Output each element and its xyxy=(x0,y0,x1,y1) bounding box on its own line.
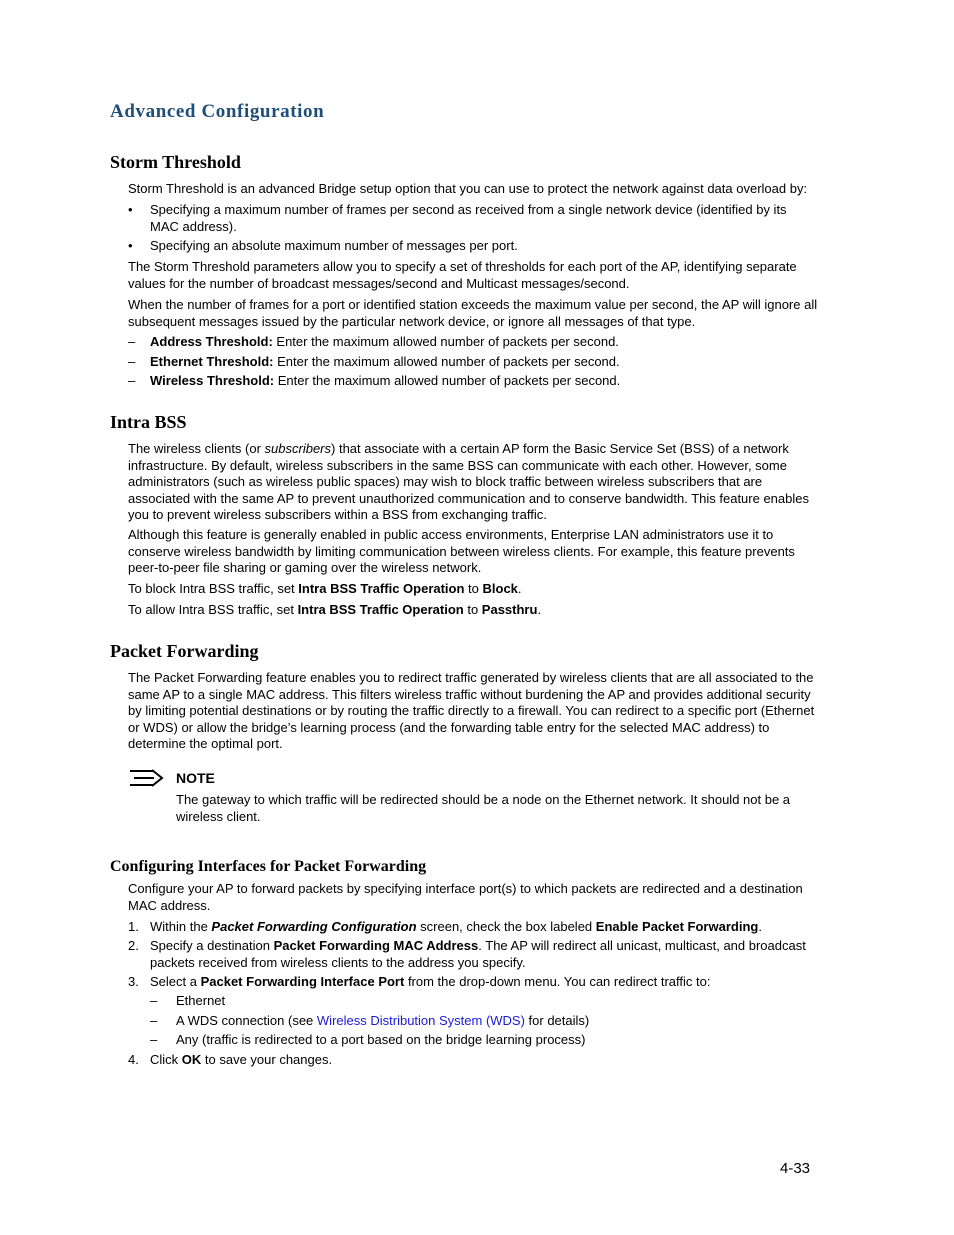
wireless-threshold-term: Wireless Threshold: xyxy=(150,373,275,388)
page-number: 4-33 xyxy=(780,1160,811,1177)
section-title: Advanced Configuration xyxy=(110,101,325,122)
subscribers-term: subscribers xyxy=(264,441,332,456)
list-item: – Ethernet xyxy=(150,993,226,1008)
storm-para-2: When the number of frames for a port or identified station exceeds the maximum value per second, the AP will ignore all subsequent messages issued by the particular network device, or ignore all messages of that type. xyxy=(128,297,818,329)
list-item xyxy=(128,373,818,390)
dash-marker: – xyxy=(128,354,136,369)
bullet-marker: • xyxy=(128,238,133,253)
list-item xyxy=(128,334,818,351)
config-intro: Configure your AP to forward packets by specifying interface port(s) to which packets are redirected and a destination MAC address. xyxy=(128,881,803,913)
bullet-marker: • xyxy=(128,202,133,217)
packet-forwarding-config-term: Packet Forwarding Configuration xyxy=(211,919,417,934)
ethernet-threshold-desc: Enter the maximum allowed number of packets per second. xyxy=(273,354,620,369)
bullet-text: Specifying a maximum number of frames per second as received from a single network device (identified by its MAC address). xyxy=(150,202,787,234)
storm-threshold-heading: Storm Threshold xyxy=(110,152,241,172)
packet-forwarding-heading: Packet Forwarding xyxy=(110,641,259,661)
dash-marker: – xyxy=(150,1032,158,1047)
step-number: 2. xyxy=(128,938,139,953)
intra-allow-line: To allow Intra BSS traffic, set Intra BSS Traffic Operation to Passthru. xyxy=(128,602,542,617)
step-number: 3. xyxy=(128,974,139,989)
list-item xyxy=(128,354,818,371)
intra-para-2: Although this feature is generally enabled in public access environments, Enterprise LAN administrators use it to conserve wireless bandwidth by limiting communication between wireless clients. For example, this feature prevents peer-to-peer file sharing or gaming over the wireless network. xyxy=(128,527,795,575)
address-threshold-term: Address Threshold: xyxy=(150,334,273,349)
intra-bss-heading: Intra BSS xyxy=(110,412,187,432)
note-text: The gateway to which traffic will be redirected should be a node on the Ethernet network. It should not be a wireless client. xyxy=(176,792,791,824)
storm-para-1: The Storm Threshold parameters allow you to specify a set of thresholds for each port of the AP, identifying separate values for the number of broadcast messages/second and Multicast messages/second. xyxy=(128,259,797,291)
bullet-text: Specifying an absolute maximum number of messages per port. xyxy=(150,238,518,253)
note-icon xyxy=(130,769,164,787)
dash-marker: – xyxy=(150,1013,158,1028)
step-number: 4. xyxy=(128,1052,139,1067)
dash-marker: – xyxy=(128,373,136,388)
step-number: 1. xyxy=(128,919,139,934)
list-item: 3. Select a Packet Forwarding Interface Port from the drop-down menu. You can redirect traffic to: xyxy=(128,974,711,989)
ethernet-threshold-term: Ethernet Threshold: xyxy=(150,354,274,369)
wds-link[interactable]: Wireless Distribution System (WDS) xyxy=(316,1013,525,1028)
list-item xyxy=(128,202,818,235)
wireless-threshold-desc: Enter the maximum allowed number of packets per second. xyxy=(274,373,621,388)
list-item: 2. Specify a destination Packet Forwarding MAC Address. The AP will redirect all unicast, multicast, and broadcast packets received from wireless clients to the address you specify. xyxy=(128,938,806,970)
dash-marker: – xyxy=(128,334,136,349)
note-label: NOTE xyxy=(176,770,215,786)
intra-para-1: The wireless clients (or subscribers) that associate with a certain AP form the Basic Service Set (BSS) of a network infrastructure. By default, wireless subscribers in the same BSS can communicate with each other. However, some administrators (such as wireless public spaces) may wish to block traffic between wireless subscribers that are associated with the same AP to prevent unauthorized communication and to conserve bandwidth. This feature enables you to prevent wireless subscribers within a BSS from exchanging traffic. xyxy=(128,441,809,522)
packet-para-1: The Packet Forwarding feature enables you to redirect traffic generated by wireless clients that are all associated to the same AP to a single MAC address. This filters wireless traffic without burdening the AP and provides additional security by limiting potential destinations or by routing the traffic directly to a firewall. You can redirect to a specific port (Ethernet or WDS) or allow the bridge’s learning process (and the forwarding table entry for the selected MAC address) to determine the optimal port. xyxy=(128,670,815,751)
list-item: – Any (traffic is redirected to a port based on the bridge learning process) xyxy=(150,1032,586,1047)
storm-intro: Storm Threshold is an advanced Bridge setup option that you can use to protect the network against data overload by: xyxy=(128,181,808,196)
address-threshold-desc: Enter the maximum allowed number of packets per second. xyxy=(272,334,619,349)
intra-block-line: To block Intra BSS traffic, set Intra BSS Traffic Operation to Block. xyxy=(128,581,522,596)
list-item: – A WDS connection (see Wireless Distribution System (WDS) for details) xyxy=(150,1013,590,1028)
config-heading: Configuring Interfaces for Packet Forwarding xyxy=(110,858,427,875)
list-item: 4. Click OK to save your changes. xyxy=(128,1052,333,1067)
dash-marker: – xyxy=(150,993,158,1008)
list-item: 1. Within the Packet Forwarding Configuration screen, check the box labeled Enable Packet Forwarding. xyxy=(128,919,762,934)
list-item xyxy=(128,238,818,255)
